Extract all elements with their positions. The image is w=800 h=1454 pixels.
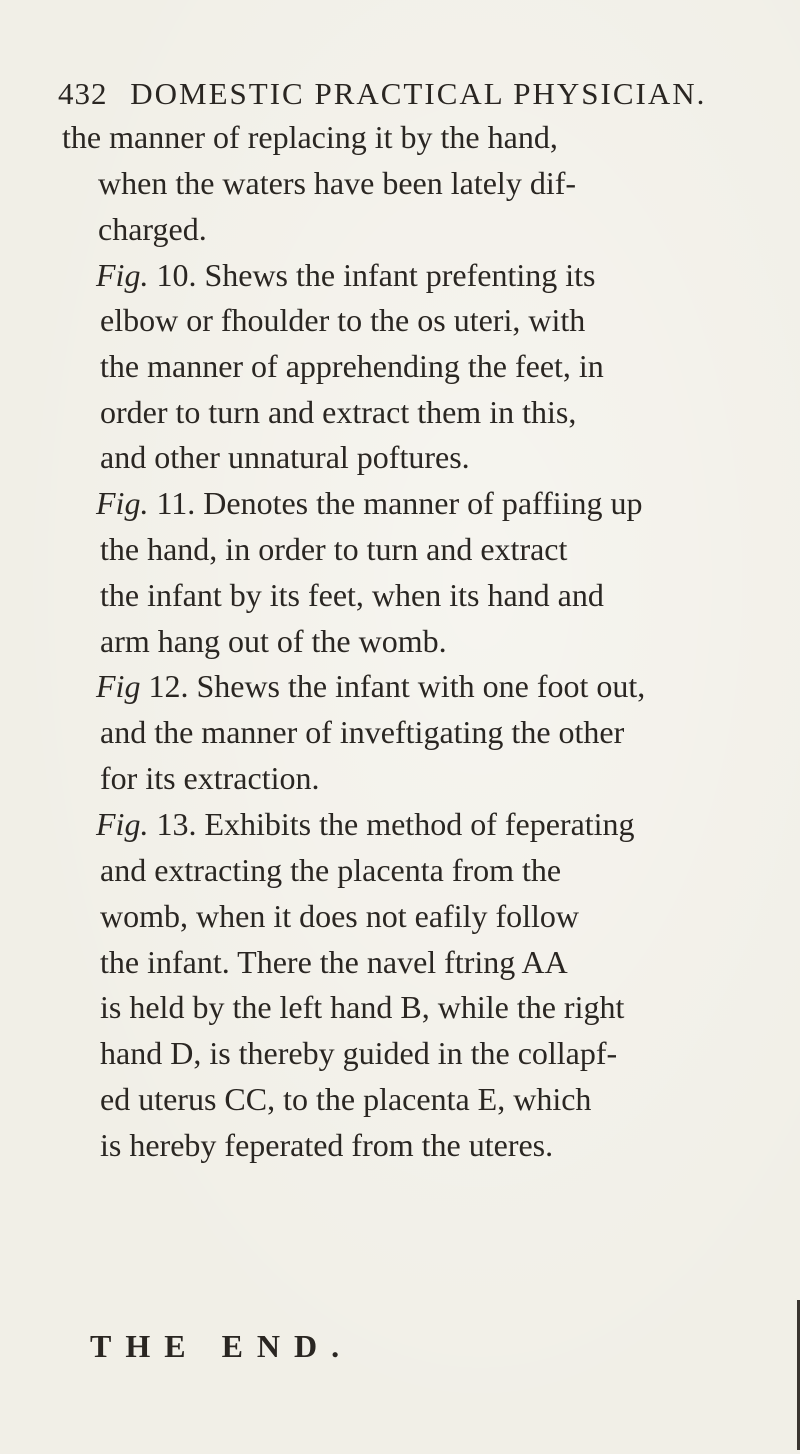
text-line: is held by the left hand B, while the right: [100, 989, 625, 1025]
text-line: the hand, in order to turn and extract: [100, 531, 568, 567]
text-line: charged.: [98, 211, 207, 247]
text-line: and extracting the placenta from the: [100, 852, 562, 888]
text-line: arm hang out of the womb.: [100, 623, 447, 659]
text-line: Fig. 13. Exhibits the method of feperating: [96, 806, 635, 842]
text-line: hand D, is thereby guided in the collapf-: [100, 1035, 618, 1071]
the-end-heading: THE END.: [90, 1328, 354, 1364]
text-line: the manner of apprehending the feet, in: [100, 348, 604, 384]
text-line: womb, when it does not eafily follow: [100, 898, 580, 934]
text-line: Fig 12. Shews the infant with one foot out,: [96, 668, 646, 704]
text-line: the infant. There the navel ftring AA: [100, 944, 568, 980]
text-line: the infant by its feet, when its hand and: [100, 577, 604, 613]
page-header: [58, 76, 706, 112]
text-line: order to turn and extract them in this,: [100, 394, 577, 430]
text-line: and the manner of inveftigating the other: [100, 714, 625, 750]
text-line: elbow or fhoulder to the os uteri, with: [100, 302, 586, 338]
text-line: is hereby feperated from the uteres.: [100, 1127, 554, 1163]
text-line: Fig. 11. Denotes the manner of paffiing up: [96, 485, 643, 521]
text-line: for its extraction.: [100, 760, 320, 796]
running-title: DOMESTIC PRACTICAL PHYSICIAN.: [130, 76, 707, 111]
text-line: and other unnatural poftures.: [100, 439, 470, 475]
text-line: Fig. 10. Shews the infant prefenting its: [96, 257, 596, 293]
text-line: the manner of replacing it by the hand,: [62, 119, 558, 155]
page-number: 432: [58, 76, 108, 111]
text-line: ed uterus CC, to the placenta E, which: [100, 1081, 592, 1117]
text-line: when the waters have been lately dif-: [98, 165, 577, 201]
